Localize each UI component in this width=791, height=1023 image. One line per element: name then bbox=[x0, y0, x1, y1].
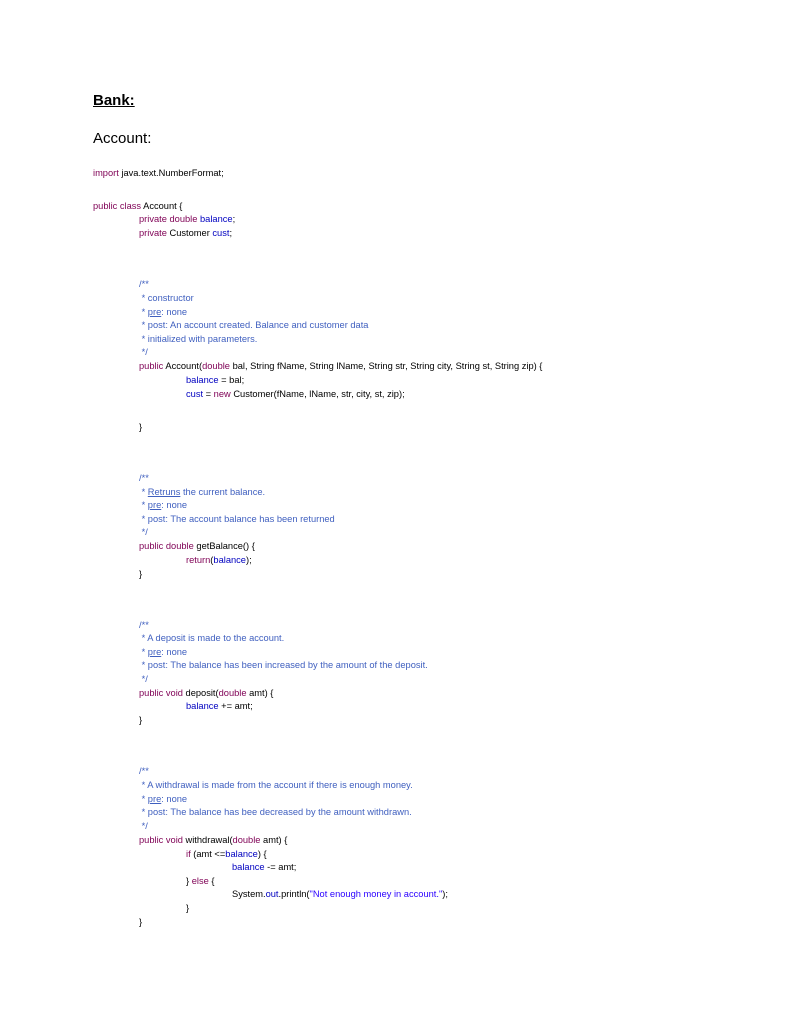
code-statement: System.out.println("Not enough money in account."); bbox=[232, 889, 448, 899]
javadoc-line: * initialized with parameters. bbox=[139, 334, 258, 344]
javadoc-line: * pre: none bbox=[139, 794, 188, 804]
code-statement: } else { bbox=[186, 876, 215, 886]
javadoc-line: * Retruns the current balance. bbox=[139, 487, 266, 497]
code-statement: return(balance); bbox=[186, 555, 252, 565]
javadoc-open: /** bbox=[139, 766, 149, 776]
javadoc-close: */ bbox=[139, 674, 148, 684]
code-statement: balance -= amt; bbox=[232, 862, 297, 872]
field-cust-declaration: private Customer cust; bbox=[139, 228, 233, 238]
closing-brace: } bbox=[139, 715, 143, 725]
code-statement: balance += amt; bbox=[186, 701, 253, 711]
javadoc-line: * pre: none bbox=[139, 307, 188, 317]
javadoc-line: * post: The balance has bee decreased by the amount withdrawn. bbox=[139, 807, 412, 817]
code-statement: if (amt <=balance) { bbox=[186, 849, 267, 859]
closing-brace: } bbox=[139, 569, 143, 579]
import-line: import java.text.NumberFormat; bbox=[93, 168, 224, 178]
deposit-signature: public void deposit(double amt) { bbox=[139, 688, 274, 698]
constructor-signature: public Account(double bal, String fName, String lName, String str, String city, String st, String zip) { bbox=[139, 361, 543, 371]
javadoc-close: */ bbox=[139, 821, 148, 831]
javadoc-close: */ bbox=[139, 527, 148, 537]
javadoc-line: * post: The account balance has been returned bbox=[139, 514, 335, 524]
javadoc-open: /** bbox=[139, 473, 149, 483]
class-declaration: public class Account { bbox=[93, 201, 183, 211]
javadoc-line: * post: The balance has been increased by the amount of the deposit. bbox=[139, 660, 428, 670]
javadoc-open: /** bbox=[139, 279, 149, 289]
closing-brace: } bbox=[139, 422, 143, 432]
javadoc-close: */ bbox=[139, 347, 148, 357]
code-statement: cust = new Customer(fName, lName, str, city, st, zip); bbox=[186, 389, 405, 399]
javadoc-line: * pre: none bbox=[139, 500, 188, 510]
javadoc-line: * A withdrawal is made from the account if there is enough money. bbox=[139, 780, 413, 790]
withdrawal-signature: public void withdrawal(double amt) { bbox=[139, 835, 288, 845]
field-balance-declaration: private double balance; bbox=[139, 214, 236, 224]
code-statement: balance = bal; bbox=[186, 375, 245, 385]
getbalance-signature: public double getBalance() { bbox=[139, 541, 255, 551]
javadoc-open: /** bbox=[139, 620, 149, 630]
javadoc-line: * post: An account created. Balance and customer data bbox=[139, 320, 369, 330]
closing-brace: } bbox=[186, 903, 190, 913]
closing-brace: } bbox=[139, 917, 143, 927]
javadoc-line: * pre: none bbox=[139, 647, 188, 657]
javadoc-line: * A deposit is made to the account. bbox=[139, 633, 285, 643]
class-subheading: Account: bbox=[93, 130, 152, 147]
document-heading: Bank: bbox=[93, 92, 135, 109]
javadoc-line: * constructor bbox=[139, 293, 194, 303]
